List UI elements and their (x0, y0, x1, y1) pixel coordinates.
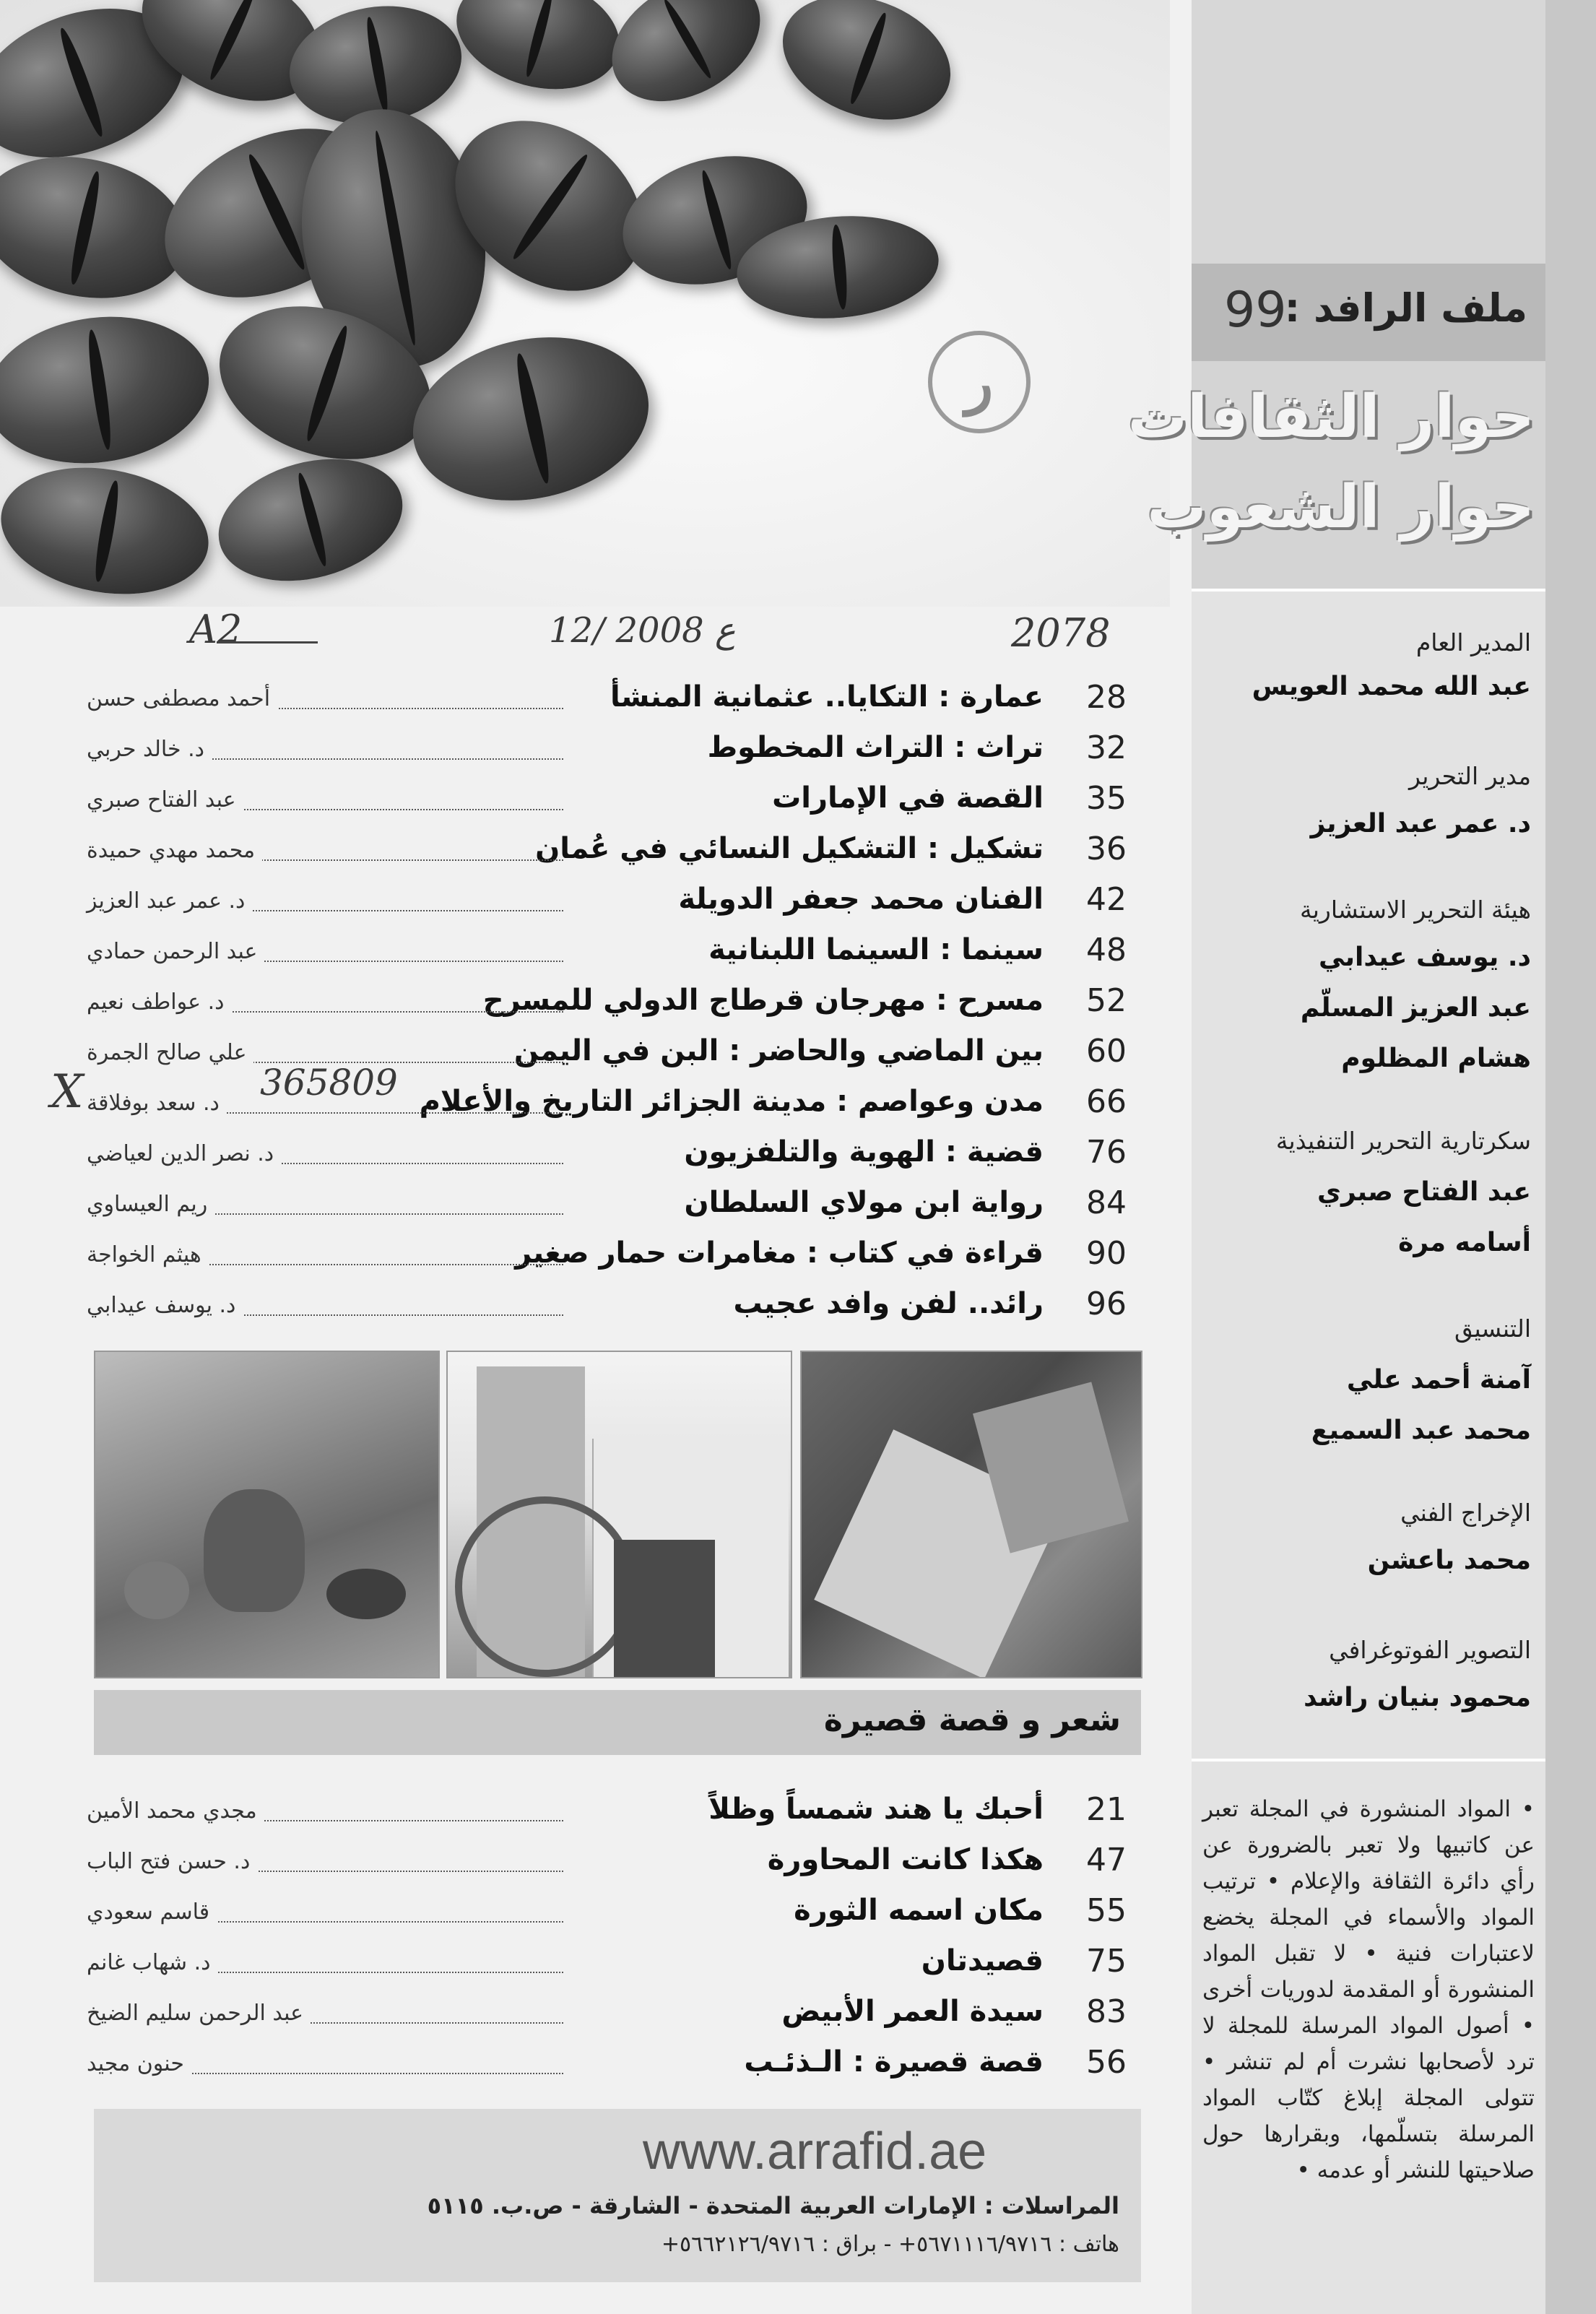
toc-row[interactable] (87, 1791, 1127, 1834)
toc-title: عمارة : التكايا.. عثمانية المنشأ (610, 680, 1044, 714)
staff-role: هيئة التحرير الاستشارية (1300, 896, 1531, 924)
staff-name: عبد الفتاح صبري (1317, 1177, 1531, 1207)
toc-row[interactable] (87, 2044, 1127, 2087)
toc-author: علي صالح الجمرة (87, 1040, 253, 1065)
toc-author: أحمد مصطفى حسن (87, 686, 277, 711)
staff-name: أسامه مرة (1398, 1228, 1531, 1257)
divider (1192, 589, 1545, 592)
staff-role: سكرتارية التحرير التنفيذية (1275, 1127, 1531, 1155)
divider (1192, 1759, 1545, 1762)
toc-row[interactable] (87, 1033, 1127, 1076)
toc-row[interactable] (87, 982, 1127, 1026)
toc-row[interactable] (87, 1184, 1127, 1228)
still-life-painting (94, 1351, 440, 1678)
toc-title: سينما : السينما اللبنانية (708, 933, 1044, 966)
staff-name: محمد باعشن (1367, 1546, 1531, 1575)
toc-title: رواية ابن مولاي السلطان (684, 1186, 1044, 1219)
handwritten-underline (217, 641, 318, 644)
staff-name: محمد عبد السميع (1311, 1416, 1531, 1445)
toc-author: د. سعد بوفلاقة (87, 1091, 227, 1116)
toc-page-number: 35 (1086, 780, 1127, 817)
toc-row[interactable] (87, 780, 1127, 823)
toc-row[interactable] (87, 1842, 1127, 1885)
toc-page-number: 55 (1086, 1892, 1127, 1929)
toc-page-number: 66 (1086, 1083, 1127, 1120)
handwritten-catalog-number: 365809 (260, 1062, 398, 1104)
handwritten-date: 12/ ع 2008 (549, 610, 736, 651)
toc-title: الفنان محمد جعفر الدويلة (678, 883, 1044, 916)
scan-edge (1545, 0, 1596, 2314)
toc-author: محمد مهدي حميدة (87, 838, 262, 863)
toc-title: سيدة العمر الأبيض (781, 1995, 1044, 2028)
staff-name: هشام المظلوم (1341, 1044, 1531, 1073)
toc-page-number: 90 (1086, 1235, 1127, 1272)
staff-name: عبد الله محمد العويس (1252, 672, 1531, 701)
postal-address: المراسلات : الإمارات العربية المتحدة - الشارقة - ص.ب. ٥١١٥ (427, 2192, 1119, 2219)
handwritten-a2: A2 (189, 607, 243, 652)
toc-author: عبد الفتاح صبري (87, 787, 243, 812)
staff-name: آمنة أحمد علي (1346, 1365, 1531, 1395)
stamp-logo: ر (928, 331, 1031, 433)
toc-title: مسرح : مهرجان قرطاج الدولي للمسرح (482, 984, 1044, 1017)
toc-page-number: 60 (1086, 1033, 1127, 1070)
toc-page-number: 76 (1086, 1134, 1127, 1171)
headline-band (1127, 361, 1545, 589)
toc-row[interactable] (87, 1286, 1127, 1329)
toc-row[interactable] (87, 1134, 1127, 1177)
toc-author: د. خالد حربي (87, 737, 212, 762)
toc-row[interactable] (87, 1943, 1127, 1986)
toc-page-number: 47 (1086, 1842, 1127, 1878)
toc-page-number: 96 (1086, 1286, 1127, 1322)
toc-page-number: 42 (1086, 881, 1127, 918)
toc-author: د. عمر عبد العزيز (87, 888, 252, 914)
handwritten-x-mark: X (51, 1065, 84, 1119)
toc-author: حنون مجيد (87, 2051, 191, 2076)
toc-page-number: 36 (1086, 831, 1127, 867)
headline-line-2: حوار الشعوب (1147, 473, 1535, 542)
toc-row[interactable] (87, 729, 1127, 773)
toc-page-number: 83 (1086, 1993, 1127, 2030)
toc-title: هكذا كانت المحاورة (767, 1843, 1044, 1876)
artwork-collage-photo (800, 1351, 1142, 1678)
phone-fax: هاتف : ٥٦٧١١١٦/٩٧١٦+ - براق : ٥٦٦٢١٢٦/٩٧١٦+ (661, 2232, 1119, 2257)
toc-author: مجدي محمد الأمين (87, 1798, 264, 1824)
toc-row[interactable] (87, 831, 1127, 874)
coffee-beans-photo (0, 0, 1170, 607)
algiers-building-photo (446, 1351, 792, 1678)
staff-role: مدير التحرير (1409, 762, 1531, 790)
toc-author: هيثم الخواجة (87, 1242, 209, 1268)
toc-row[interactable] (87, 679, 1127, 722)
toc-title: قراءة في كتاب : مغامرات حمار صغير (515, 1236, 1044, 1270)
toc-author: د. عواطف نعيم (87, 989, 231, 1015)
footer-contact-box (94, 2109, 1141, 2282)
toc-author: عبد الرحمن حمادي (87, 939, 264, 964)
toc-title: مدن وعواصم : مدينة الجزائر التاريخ والأعلام (419, 1085, 1044, 1118)
toc-row[interactable] (87, 1083, 1127, 1127)
toc-author: د. شهاب غانم (87, 1950, 217, 1975)
toc-author: د. حسن فتح الباب (87, 1849, 257, 1874)
toc-title: قصة قصيرة : الـذئـب (744, 2045, 1044, 2079)
staff-role: التصوير الفوتوغرافي (1329, 1636, 1531, 1664)
toc-title: تشكيل : التشكيل النسائي في عُمان (535, 832, 1044, 865)
file-label: ملف الرافد : (1284, 285, 1527, 331)
staff-role: الإخراج الفني (1400, 1499, 1531, 1527)
toc-row[interactable] (87, 1235, 1127, 1278)
staff-name: د. عمر عبد العزيز (1310, 809, 1531, 838)
toc-title: قضية : الهوية والتلفزيون (684, 1135, 1044, 1169)
toc-title: قصيدتان (921, 1944, 1044, 1977)
toc-title: تراث : التراث المخطوط (707, 731, 1044, 764)
file-label-band (1192, 264, 1545, 361)
section-heading: شعر و قصة قصيرة (823, 1702, 1121, 1738)
toc-page-number: 75 (1086, 1943, 1127, 1980)
toc-page-number: 48 (1086, 932, 1127, 968)
toc-title: مكان اسمه الثورة (794, 1894, 1044, 1927)
toc-page-number: 28 (1086, 679, 1127, 716)
headline-line-1: حوار الثقافات (1127, 383, 1535, 451)
toc-title: رائد.. لفن وافد عجيب (733, 1287, 1044, 1320)
sidebar-top-band (1192, 0, 1545, 264)
toc-author: ريم العيساوي (87, 1192, 214, 1217)
toc-row[interactable] (87, 881, 1127, 924)
handwritten-code: 2078 (1011, 610, 1111, 656)
staff-role: المدير العام (1415, 628, 1531, 656)
toc-author: د. يوسف عيدابي (87, 1293, 243, 1318)
toc-row[interactable] (87, 1892, 1127, 1936)
toc-title: بين الماضي والحاضر : البن في اليمن (513, 1034, 1044, 1067)
staff-role: التنسيق (1454, 1314, 1531, 1343)
website-link[interactable]: www.arrafid.ae (643, 2123, 987, 2180)
toc-page-number: 84 (1086, 1184, 1127, 1221)
toc-title: القصة في الإمارات (772, 781, 1044, 815)
staff-name: عبد العزيز المسلّم (1300, 993, 1531, 1023)
file-number: 99 (1224, 282, 1287, 339)
toc-page-number: 32 (1086, 729, 1127, 766)
staff-name: د. يوسف عيدابي (1319, 942, 1531, 972)
toc-author: عبد الرحمن سليم الضيخ (87, 2001, 311, 2026)
toc-row[interactable] (87, 1993, 1127, 2037)
toc-page-number: 56 (1086, 2044, 1127, 2081)
editorial-notes: • المواد المنشورة في المجلة تعبر عن كاتبيها ولا تعبر بالضرورة عن رأي دائرة الثقافة والإعلام • ترتيب المواد والأسماء في المجلة يخضع لاعتبارات فنية • لا تقبل المواد المنشورة أو المقدمة لدوريات أخرى • أصول المواد المرسلة للمجلة لا ترد لأصحابها نشرت أم لم تنشر • تتولى المجلة إبلاغ كتّاب المواد المرسلة بتسلّمها، وبقرارها حول صلاحيتها للنشر أو عدمه • (1202, 1796, 1535, 2183)
toc-title: أحبك يا هند شمساً وظلاً (708, 1793, 1044, 1826)
toc-row[interactable] (87, 932, 1127, 975)
toc-author: قاسم سعودي (87, 1899, 217, 1925)
toc-page-number: 52 (1086, 982, 1127, 1019)
staff-name: محمود بنيان راشد (1304, 1683, 1531, 1712)
poetry-section-banner (94, 1690, 1141, 1755)
toc-page-number: 21 (1086, 1791, 1127, 1828)
toc-author: د. نصر الدين لعياضي (87, 1141, 281, 1166)
